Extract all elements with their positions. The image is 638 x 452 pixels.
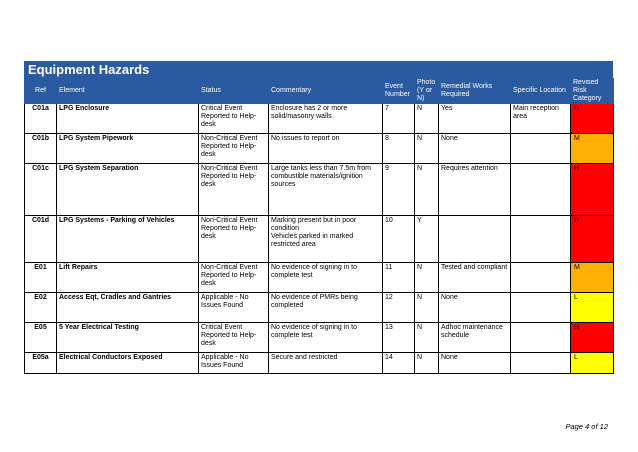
col-element-header: Element (57, 79, 199, 104)
row-photo-cell: N (415, 293, 439, 323)
row-risk-cell: H (571, 216, 614, 263)
col-risk-header: Revised Risk Category (571, 79, 614, 104)
row-risk-cell: H (571, 104, 614, 134)
table-row (25, 263, 614, 293)
table-row (25, 293, 614, 323)
row-remedial-cell: None (439, 353, 511, 374)
row-ref-cell: C01d (25, 216, 57, 263)
col-event-header: Event Number (383, 79, 415, 104)
row-photo-cell: N (415, 134, 439, 164)
row-commentary-cell: No evidence of signing in to complete test (269, 323, 383, 353)
row-ref-cell: C01a (25, 104, 57, 134)
row-event-cell: 12 (383, 293, 415, 323)
row-status-cell: Non-Critical Event Reported to Help-desk (199, 164, 269, 216)
row-risk-cell: H (571, 164, 614, 216)
row-event-cell: 8 (383, 134, 415, 164)
row-photo-cell: N (415, 104, 439, 134)
row-commentary-cell: Marking present but in poor condition Vehicles parked in marked restricted area (269, 216, 383, 263)
row-element-cell: 5 Year Electrical Testing (57, 323, 199, 353)
row-element-cell: Lift Repairs (57, 263, 199, 293)
row-event-cell: 10 (383, 216, 415, 263)
row-remedial-cell: Adhoc maintenance schedule (439, 323, 511, 353)
row-risk-cell: L (571, 353, 614, 374)
row-commentary-cell: No issues to report on (269, 134, 383, 164)
row-risk-cell: L (571, 293, 614, 323)
row-status-cell: Critical Event Reported to Help-desk (199, 104, 269, 134)
row-risk-cell: H (571, 323, 614, 353)
row-location-cell: Main reception area (511, 104, 571, 134)
row-photo-cell: N (415, 353, 439, 374)
row-ref-cell: E02 (25, 293, 57, 323)
row-commentary-cell: No evidence of PMRs being completed (269, 293, 383, 323)
row-risk-cell: M (571, 134, 614, 164)
row-commentary-cell: Secure and restricted (269, 353, 383, 374)
row-event-cell: 9 (383, 164, 415, 216)
row-location-cell (511, 323, 571, 353)
row-element-cell: LPG System Separation (57, 164, 199, 216)
row-element-cell: LPG Systems - Parking of Vehicles (57, 216, 199, 263)
row-ref-cell: C01c (25, 164, 57, 216)
row-remedial-cell: Yes (439, 104, 511, 134)
row-location-cell (511, 134, 571, 164)
row-ref-cell: E05 (25, 323, 57, 353)
table-row (25, 104, 614, 134)
row-location-cell (511, 353, 571, 374)
row-commentary-cell: Enclosure has 2 or more solid/masonry walls (269, 104, 383, 134)
row-element-cell: LPG Enclosure (57, 104, 199, 134)
table-row (25, 323, 614, 353)
row-location-cell (511, 293, 571, 323)
row-event-cell: 14 (383, 353, 415, 374)
col-location-header: Specific Location (511, 79, 571, 104)
row-event-cell: 11 (383, 263, 415, 293)
row-status-cell: Non-Critical Event Reported to Help-desk (199, 263, 269, 293)
row-event-cell: 13 (383, 323, 415, 353)
row-status-cell: Critical Event Reported to Help-desk (199, 323, 269, 353)
row-commentary-cell: Large tanks less than 7.5m from combustible materials/ignition sources (269, 164, 383, 216)
row-remedial-cell: None (439, 293, 511, 323)
row-ref-cell: E01 (25, 263, 57, 293)
row-location-cell (511, 216, 571, 263)
row-status-cell: Non-Critical Event Reported to Help-desk (199, 134, 269, 164)
row-location-cell (511, 164, 571, 216)
hazards-table (24, 78, 614, 374)
row-status-cell: Non-Critical Event Reported to Help-desk (199, 216, 269, 263)
row-remedial-cell: None (439, 134, 511, 164)
row-element-cell: Electrical Conductors Exposed (57, 353, 199, 374)
page-number: Page 4 of 12 (565, 422, 608, 431)
hazards-sheet (24, 61, 613, 374)
row-remedial-cell: Tested and compliant (439, 263, 511, 293)
row-ref-cell: E05a (25, 353, 57, 374)
row-commentary-cell: No evidence of signing in to complete test (269, 263, 383, 293)
header-row (25, 79, 614, 104)
table-body (25, 104, 614, 374)
table-row (25, 164, 614, 216)
row-location-cell (511, 263, 571, 293)
table-row (25, 134, 614, 164)
col-photo-header: Photo (Y or N) (415, 79, 439, 104)
row-photo-cell: N (415, 164, 439, 216)
row-remedial-cell: Requires attention (439, 164, 511, 216)
row-ref-cell: C01b (25, 134, 57, 164)
col-status-header: Status (199, 79, 269, 104)
row-element-cell: LPG System Pipework (57, 134, 199, 164)
row-status-cell: Applicable - No Issues Found (199, 353, 269, 374)
row-element-cell: Access Eqt, Cradles and Gantries (57, 293, 199, 323)
section-title: Equipment Hazards (24, 61, 613, 78)
row-photo-cell: Y (415, 216, 439, 263)
row-event-cell: 7 (383, 104, 415, 134)
col-remedial-header: Remedial Works Required (439, 79, 511, 104)
table-row (25, 216, 614, 263)
col-commentary-header: Commentary (269, 79, 383, 104)
row-risk-cell: M (571, 263, 614, 293)
row-remedial-cell (439, 216, 511, 263)
col-ref-header: Ref (25, 79, 57, 104)
row-status-cell: Applicable - No Issues Found (199, 293, 269, 323)
table-row (25, 353, 614, 374)
row-photo-cell: N (415, 323, 439, 353)
row-photo-cell: N (415, 263, 439, 293)
